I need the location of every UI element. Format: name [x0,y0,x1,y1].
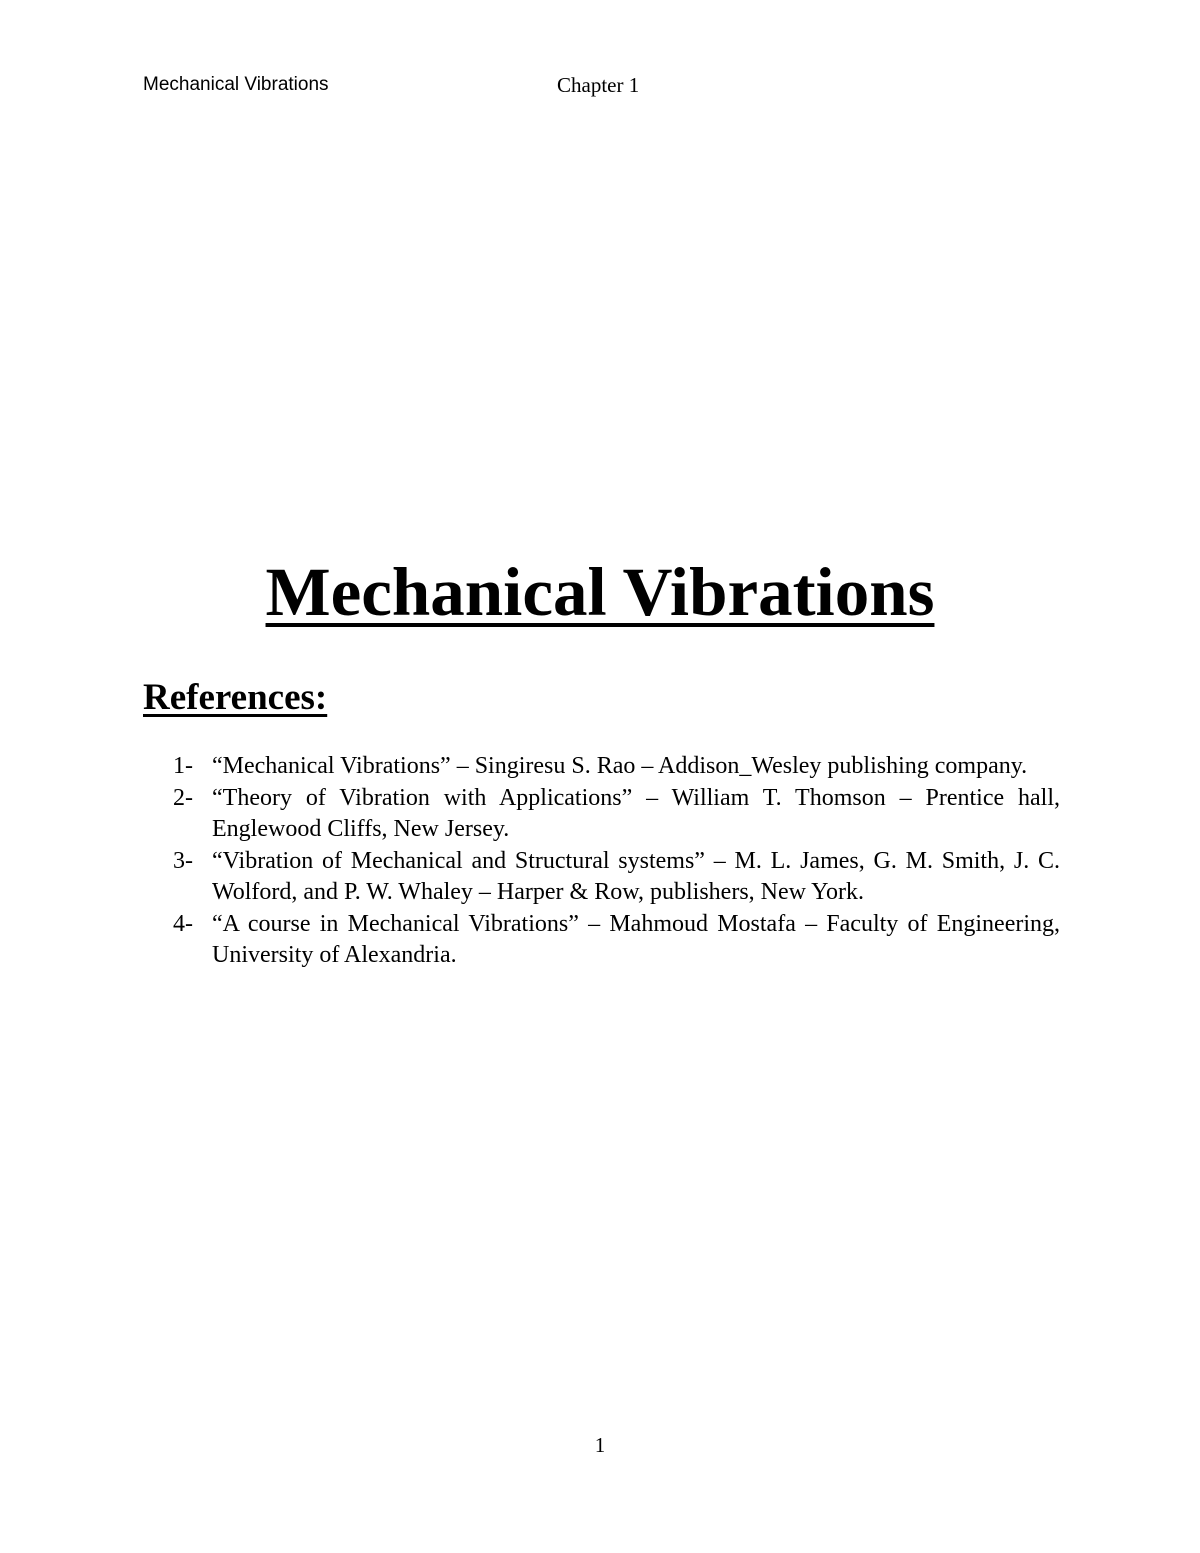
reference-text: “A course in Mechanical Vibrations” – Mahmoud Mostafa – Faculty of Engineering, University of Alexandria. [212,910,1060,968]
header-chapter: Chapter 1 [557,73,640,97]
references-heading: References: [143,677,328,718]
reference-number: 1- [173,753,193,779]
page-number: 1 [594,1433,606,1457]
reference-number: 3- [173,847,193,874]
reference-number: 2- [173,784,193,811]
document-title: Mechanical Vibrations [265,554,935,630]
reference-item [173,751,1060,783]
reference-item [173,783,1060,846]
reference-item [173,846,1060,909]
reference-text: “Mechanical Vibrations” – Singiresu S. Rao – Addison_Wesley publishing company. [212,753,1028,779]
reference-text: “Vibration of Mechanical and Structural systems” – M. L. James, G. M. Smith, J. C. Wolford, and P. W. Whaley – Harper & Row, publishers, New York. [212,847,1060,905]
reference-text: “Theory of Vibration with Applications” – William T. Thomson – Prentice hall, Englewood Cliffs, New Jersey. [212,784,1060,842]
header-book-title: Mechanical Vibrations [143,74,329,95]
reference-item [173,909,1060,972]
reference-number: 4- [173,910,193,937]
running-header [143,72,663,98]
references-list [173,751,1060,972]
